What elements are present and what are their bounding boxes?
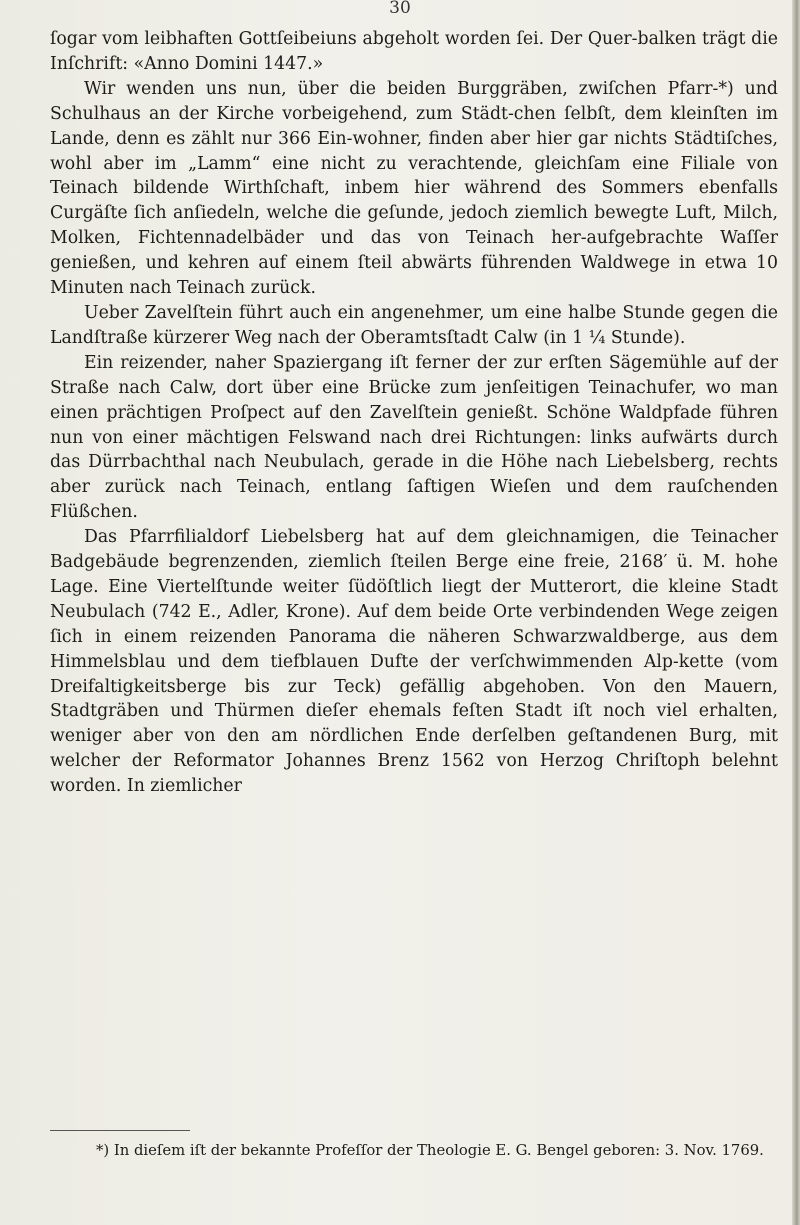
page-number: 30 bbox=[389, 0, 411, 18]
footnote-divider bbox=[50, 1130, 190, 1131]
paragraph-3: Ueber Zavelſtein führt auch ein angenehmer, um eine halbe Stunde gegen die Landſtraße kürzerer Weg nach der Oberamtsſtadt Calw (in 1 ¼ Stunde). bbox=[50, 302, 778, 348]
paragraph-1: ſogar vom leibhaften Gottſeibeiuns abgeholt worden ſei. Der Quer-balken trägt die Inſchrift: «Anno Domini 1447.» bbox=[50, 29, 778, 74]
page-edge-shadow bbox=[792, 0, 800, 1225]
body-text bbox=[50, 27, 778, 799]
footnote bbox=[50, 1140, 778, 1161]
paragraph-4: Ein reizender, naher Spaziergang iſt ferner der zur erſten Sägemühle auf der Straße nach Calw, dort über eine Brücke zum jenſeitigen Teinachufer, wo man einen prächtigen Proſpect auf den Zavelſtein genießt. Schöne Waldpfade führen nun von einer mächtigen Felswand nach drei Richtungen: links aufwärts durch das Dürrbachthal nach Neubulach, gerade in die Höhe nach Liebelsberg, rechts aber zurück nach Teinach, entlang ſaftigen Wieſen und dem rauſchenden Flüßchen. bbox=[50, 352, 778, 523]
paragraph-2: Wir wenden uns nun, über die beiden Burggräben, zwiſchen Pfarr-*) und Schulhaus an der Kirche vorbeigehend, zum Städt-chen ſelbſt, dem kleinſten im Lande, denn es zählt nur 366 Ein-wohner, finden aber hier gar nichts Städtiſches, wohl aber im „Lamm“ eine nicht zu verachtende, gleichſam eine Filiale von Teinach bildende Wirthſchaft, inbem hier während des Sommers ebenfalls Curgäſte ſich anſiedeln, welche die geſunde, jedoch ziemlich bewegte Luft, Milch, Molken, Fichtennadelbäder und das von Teinach her-aufgebrachte Waſſer genießen, und kehren auf einem ſteil abwärts führenden Waldwege in etwa 10 Minuten nach Teinach zurück. bbox=[50, 78, 778, 299]
footnote-text: *) In dieſem iſt der bekannte Profeſſor der Theologie E. G. Bengel geboren: 3. Nov. 1769. bbox=[96, 1142, 764, 1159]
paragraph-5: Das Pfarrfilialdorf Liebelsberg hat auf dem gleichnamigen, die Teinacher Badgebäude begrenzenden, ziemlich ſteilen Berge eine freie, 2168′ ü. M. hohe Lage. Eine Viertelſtunde weiter ſüdöſtlich liegt der Mutterort, die kleine Stadt Neubulach (742 E., Adler, Krone). Auf dem beide Orte verbindenden Wege zeigen ſich in einem reizenden Panorama die näheren Schwarzwaldberge, aus dem Himmelsblau und dem tiefblauen Dufte der verſchwimmenden Alp-kette (vom Dreifaltigkeitsberge bis zur Teck) gefällig abgehoben. Von den Mauern, Stadtgräben und Thürmen dieſer ehemals feſten Stadt iſt noch viel erhalten, weniger aber von den am nördlichen Ende derſelben geſtandenen Burg, mit welcher der Reformator Johannes Brenz 1562 von Herzog Chriſtoph belehnt worden. In ziemlicher bbox=[50, 527, 778, 797]
